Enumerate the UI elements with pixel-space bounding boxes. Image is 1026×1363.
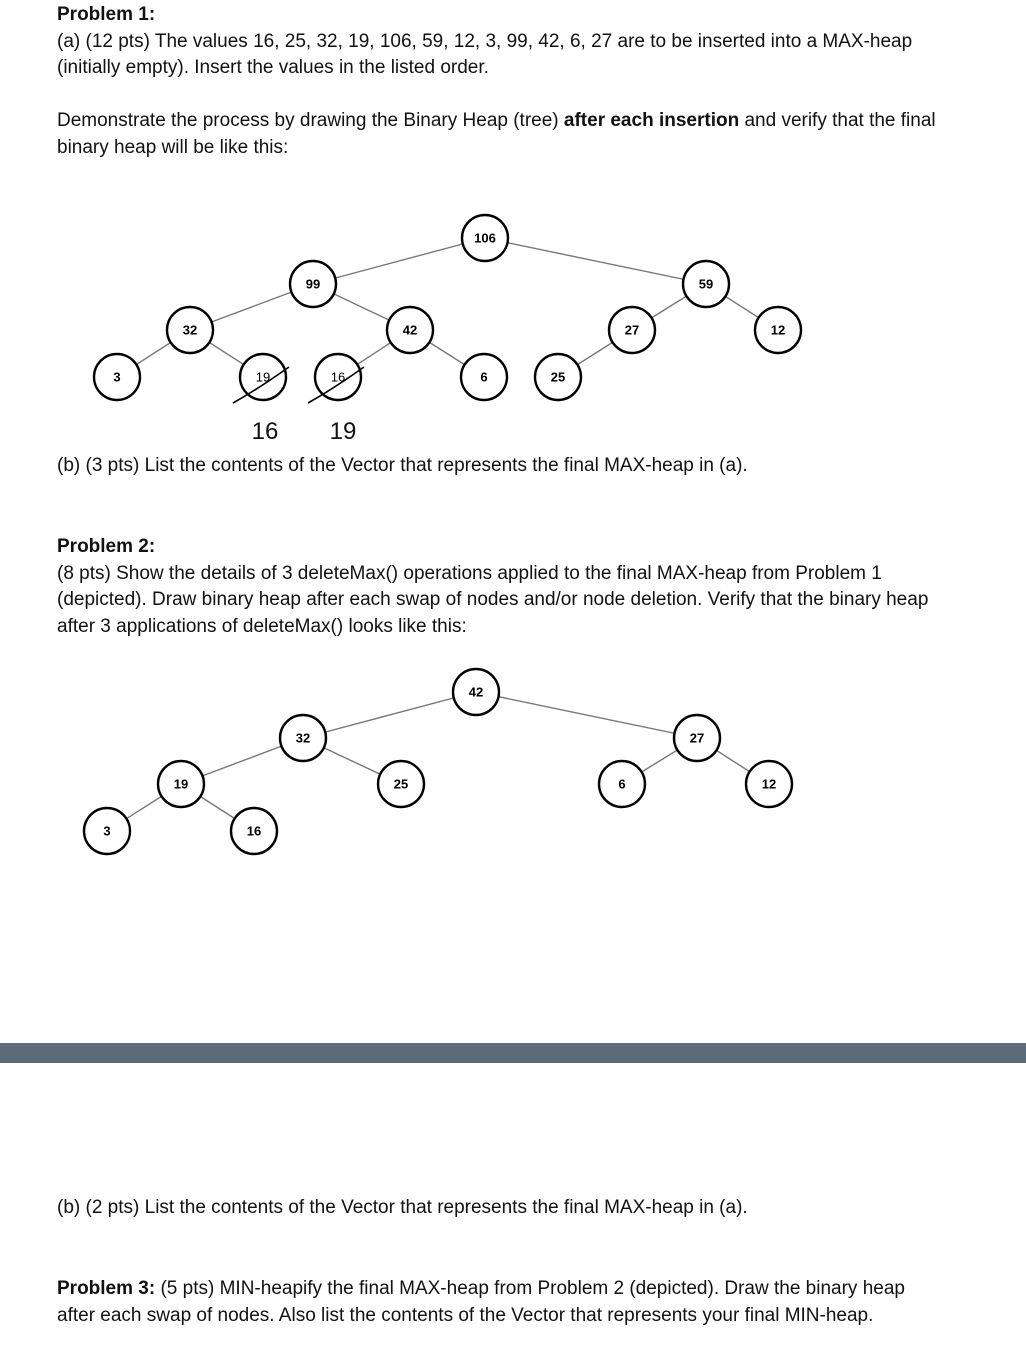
annotation-19: 19 — [329, 418, 357, 445]
heap1-node — [609, 307, 655, 353]
heap2-node — [231, 808, 277, 854]
edge-42-32 — [303, 692, 476, 738]
demo-text-end: and verify that the final binary heap will be like this: — [57, 110, 936, 158]
heap2-edges — [107, 692, 769, 831]
problem2-text: (8 pts) Show the details of 3 deleteMax() operations applied to the final MAX-heap from Problem 1 (depicted). Draw binary heap after each swap of nodes and/or node deletion. Verify that the binary heap after 3 applications of deleteMax() looks like this: — [57, 562, 929, 637]
heap1-node — [94, 354, 140, 400]
heap1-node-label: 16 — [330, 369, 346, 385]
problem3-heading: Problem 3: — [57, 1278, 156, 1299]
heap1-node — [535, 354, 581, 400]
heap2-node — [674, 715, 720, 761]
problem3-text: (5 pts) MIN-heapify the final MAX-heap from Problem 2 (depicted). Draw the binary heap after each swap of nodes. Also list the contents of the Vector that represents your final MIN-heap. — [57, 1278, 905, 1326]
heap2-node — [746, 761, 792, 807]
heap1-node-crossed — [233, 354, 289, 403]
heap1-node-label: 19 — [255, 369, 271, 385]
heap1-node — [462, 215, 508, 261]
heap1-node — [683, 261, 729, 307]
heap2-node-label: 19 — [173, 776, 189, 792]
heap2-node-label: 12 — [761, 776, 777, 792]
heap2-node-label: 25 — [393, 776, 409, 792]
heap1-node — [167, 307, 213, 353]
heap1-node — [290, 261, 336, 307]
heap1-node-crossed — [308, 354, 364, 403]
heap1-node-label: 25 — [550, 369, 566, 385]
heap2-node — [378, 761, 424, 807]
annotation-16: 16 — [251, 418, 279, 445]
heap2-node-label: 16 — [246, 823, 262, 839]
heap2-node-label: 42 — [468, 684, 484, 700]
heap1-node-label: 106 — [474, 230, 496, 246]
heap1-node-label: 27 — [624, 322, 640, 338]
edge-42-27 — [476, 692, 697, 738]
problem1-part-b: (b) (3 pts) List the contents of the Vector that represents the final MAX-heap in (a). — [57, 455, 748, 476]
heap1-node-label: 59 — [698, 276, 714, 292]
heap2-node-label: 3 — [103, 823, 111, 839]
heap2-node-label: 32 — [295, 730, 311, 746]
heap2-node — [158, 761, 204, 807]
edge-106-59 — [485, 238, 706, 284]
heap1-edges — [117, 238, 778, 377]
heap2-node — [280, 715, 326, 761]
heap1-node — [755, 307, 801, 353]
heap1-node-label: 42 — [402, 322, 418, 338]
edge-106-99 — [313, 238, 485, 284]
problem2-part-b: (b) (2 pts) List the contents of the Vector that represents the final MAX-heap in (a). — [57, 1197, 748, 1218]
heap1-node-label: 12 — [770, 322, 786, 338]
heap2-node — [84, 808, 130, 854]
heap1-node-label: 3 — [113, 369, 121, 385]
problem2-heading: Problem 2: — [57, 536, 156, 557]
demo-text-bold: after each insertion — [563, 110, 740, 131]
heap1-node-label: 6 — [480, 369, 488, 385]
heap1-node-label: 99 — [305, 276, 321, 292]
heap1-node-label: 32 — [182, 322, 198, 338]
heap2-node-label: 6 — [618, 776, 626, 792]
heap2-node-label: 27 — [689, 730, 705, 746]
heap2-node — [599, 761, 645, 807]
problem1-part-a: (a) (12 pts) The values 16, 25, 32, 19, 106, 59, 12, 3, 99, 42, 6, 27 are to be inserted into a MAX-heap (initially empty). Insert the values in the listed order. — [57, 30, 913, 78]
heap1-node — [461, 354, 507, 400]
problem1-heading: Problem 1: — [57, 4, 156, 25]
demo-text-start: Demonstrate the process by drawing the Binary Heap (tree) — [57, 110, 564, 131]
heap2-node — [453, 669, 499, 715]
heap1-node — [387, 307, 433, 353]
